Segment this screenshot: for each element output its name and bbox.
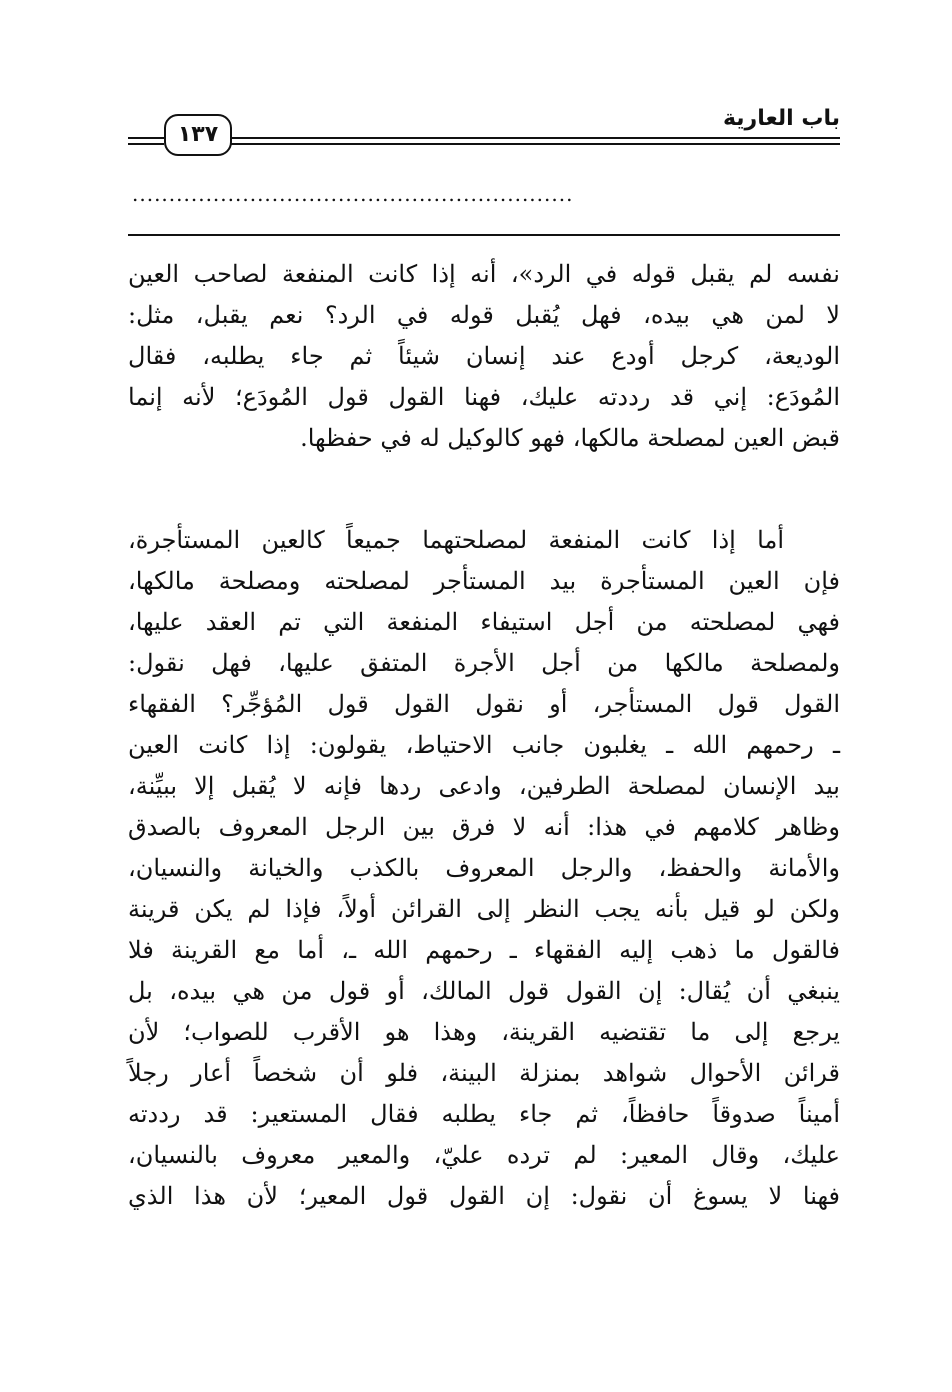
text-line: عليك، وقال المعير: لم ترده عليّ، والمعير معروف بالنسيان،: [128, 1141, 840, 1169]
text-line: لا لمن هي بيده، فهل يُقبل قوله في الرد؟ نعم يقبل، مثل:: [128, 301, 840, 329]
text-line: ولكن لو قيل بأنه يجب النظر إلى القرائن أولاً، فإذا لم يكن قرينة: [128, 895, 840, 923]
text-line: الوديعة، كرجل أودع عند إنسان شيئاً ثم جاء يطلبه، فقال: [128, 342, 840, 370]
text-line: والأمانة والحفظ، والرجل المعروف بالكذب والخيانة والنسيان،: [128, 854, 840, 882]
paragraph-1: [128, 254, 840, 459]
text-line: أما إذا كانت المنفعة لمصلحتهما جميعاً كالعين المستأجرة،: [128, 526, 784, 554]
text-line: المُودَع: إني قد رددته عليك، فهنا القول قول المُودَع؛ لأنه إنما: [128, 383, 840, 411]
text-line: فهنا لا يسوغ أن نقول: إن القول قول المعير؛ لأن هذا الذي: [128, 1182, 840, 1210]
text-line: القول قول المستأجر، أو نقول القول قول المُؤجِّر؟ الفقهاء: [128, 690, 840, 718]
separator-dots: ............................................................: [132, 184, 574, 204]
page-number: ١٣٧: [164, 114, 232, 156]
text-line: ولمصلحة مالكها من أجل الأجرة المتفق عليها، فهل نقول:: [128, 649, 840, 677]
header-rule-right: [230, 137, 840, 145]
text-line: قرائن الأحوال شواهد بمنزلة البينة، فلو أن شخصاً أعار رجلاً: [128, 1059, 840, 1087]
text-line: أميناً صدوقاً حافظاً، ثم جاء يطلبه فقال المستعير: قد رددته: [128, 1100, 840, 1128]
text-line: وظاهر كلامهم في هذا: أنه لا فرق بين الرجل المعروف بالصدق: [128, 813, 840, 841]
text-line: ينبغي أن يُقال: إن القول قول المالك، أو قول من هي بيده، بل: [128, 977, 840, 1005]
text-line: يرجع إلى ما تقتضيه القرينة، وهذا هو الأقرب للصواب؛ لأن: [128, 1018, 840, 1046]
text-line: نفسه لم يقبل قوله في الرد»، أنه إذا كانت المنفعة لصاحب العين: [128, 260, 840, 288]
text-line: بيد الإنسان لمصلحة الطرفين، وادعى ردها فإنه لا يُقبل إلا ببيِّنة،: [128, 772, 840, 800]
header-rule-left: [128, 137, 164, 145]
text-line: فالقول ما ذهب إليه الفقهاء ـ رحمهم الله ـ، أما مع القرينة فلا: [128, 936, 840, 964]
text-line: قبض العين لمصلحة مالكها، فهو كالوكيل له في حفظها.: [300, 424, 840, 452]
text-line: ـ رحمهم الله ـ يغلبون جانب الاحتياط، يقولون: إذا كانت العين: [128, 731, 840, 759]
page-header: [128, 100, 840, 152]
separator-line: [128, 234, 840, 236]
paragraph-2: [128, 520, 840, 1217]
chapter-title: باب العارية: [722, 106, 840, 131]
text-line: فهي لمصلحته من أجل استيفاء المنفعة التي تم العقد عليها،: [128, 608, 840, 636]
text-line: فإن العين المستأجرة بيد المستأجر لمصلحته ومصلحة مالكها،: [128, 567, 840, 595]
